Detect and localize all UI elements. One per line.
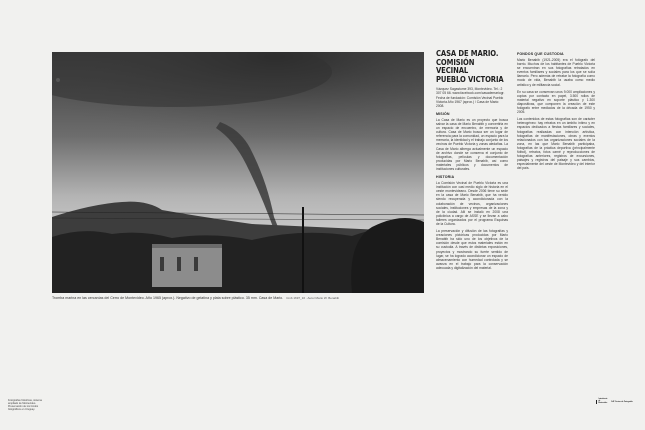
photo-caption xyxy=(52,296,432,301)
intendencia-mark-icon xyxy=(596,400,597,404)
intendencia-logo-label: Intendencia de Montevideo xyxy=(598,399,608,404)
fondos-text-2: En su casa se conservan unos 9.000 ampliaciones y copias por contacto en papel, 3.500 rollos de material negativo en soporte plástico y 1.300 diapositivas, que componen la creación de este fotógrafo entre mediados de la década de 1950 y 2005. xyxy=(517,89,595,115)
historia-text-2: La preservación y difusión de las fotografías y creaciones pictóricas producidas por Mario Benabib ha sido uno de los objetivos de la comisión desde que estos materiales están en su custodia. A través de distintas exposiciones, proyectos y mostrando su fuerte sentido de lugar, se ha logrado acondicionar un espacio de almacenamiento con humedad controlada y se avanza en el trabajo para la conservación adecuada y digitalización del material. xyxy=(436,229,508,270)
fondos-text-3: Los contenidos de estas fotografías son de carácter heterogéneo: hay retratos en un ámbito íntimo y en espacios dedicados a fiestas familiares y sociales, fotografías realizadas con intención artística, fotografías de manifestaciones, obras y eventos relacionados con las organizaciones sociales de la zona, en las que Mario Benabib participaba, fotografías de la práctica deportiva (principalmente fútbol), retratos, fotos carné y reproducciones de fotografías anteriores, registros de excursiones, paisajes y registros del paisaje y sus cambios, especialmente del oeste de Montevideo y del interior del país. xyxy=(517,117,595,171)
fondos-text-1: Mario Benabib (1921-2005) era el fotógrafo del barrio. Muchos de los habitantes de Pueblo Victoria se encuentran en sus fotografías retratados en eventos familiares y sociales para los que se solía llamarlo. Pero además de retratar la fotografía como modo de vida, Benabib la usaba como medio artístico y de militancia social. xyxy=(517,58,595,87)
caption-text: Tromba marina en las cercanías del Cerro de Montevideo. Año 1965 (aprox.). Negativo de gelatina y plata sobre plástico. 35 mm. Casa de Mario. xyxy=(52,295,284,300)
panel-footnote: Fotografías históricas, sistema ampliado de Montevideo. Preservación de los fondos fotográficos en Uruguay. xyxy=(8,399,42,411)
cdf-logo: CdF Centro de Fotografía xyxy=(611,401,633,403)
caption-credit: Cmb 1697_16 · Autor Mario W. Benabib xyxy=(286,295,340,300)
mision-heading: MISIÓN xyxy=(436,111,450,116)
intendencia-logo xyxy=(596,400,608,405)
title-line-1: CASA DE MARIO. xyxy=(436,49,499,58)
institution-title xyxy=(436,50,508,84)
historia-heading: HISTORIA xyxy=(436,175,455,180)
mision-text: La Casa de Mario es un proyecto que busca salvar la casa de Mario Benabib y convertirla en un espacio de encuentro, de memoria y de cultura. Casa de Mario busca ser un lugar de referencia para la comunidad, un espacio para la memoria, la identidad y el trabajo conjunto de los vecinos de Pueblo Victoria y zonas aledañas. La Casa de Mario alberga actualmente un espacio de archivo donde se conserva el conjunto de fotografías, películas y documentación producidas por Mario Benabib, así como materiales públicos y documentos de instituciones culturales. xyxy=(436,117,508,171)
institution-column xyxy=(436,50,508,273)
title-line-2: COMISIÓN VECINAL xyxy=(436,57,475,76)
historia-text-1: La Comisión Vecinal de Pueblo Victoria es una institución con casi medio siglo de historia en el oeste montevideano. Desde 2006 tiene su sede en la casa de Mario Benabib, que ha venido siendo recuperada y acondicionada con la colaboración de vecinos, organizaciones sociales, instituciones y empresas de la zona y de la ciudad. Allí se instaló en 2008 una policlínica a cargo de ASSE y se llevan a cabo talleres organizados por el programa Esquinas de la Cultura. xyxy=(436,181,508,226)
sponsor-logos xyxy=(596,399,632,405)
fondos-heading: FONDOS QUE CUSTODIA xyxy=(517,52,564,56)
title-line-3: PUEBLO VICTORIA xyxy=(436,74,504,84)
tornado-photograph xyxy=(52,52,424,293)
institution-address: Vázquez Sagastume 393, Montevideo. Tel.: 2 307 05 66. www.facebook.com/casademariogr. Fecha de fundación: Comisión Vecinal Pueblo Victoria Año 1967 (aprox.) / Casa de Mario: 2008. xyxy=(436,87,505,108)
holdings-column xyxy=(517,52,595,173)
